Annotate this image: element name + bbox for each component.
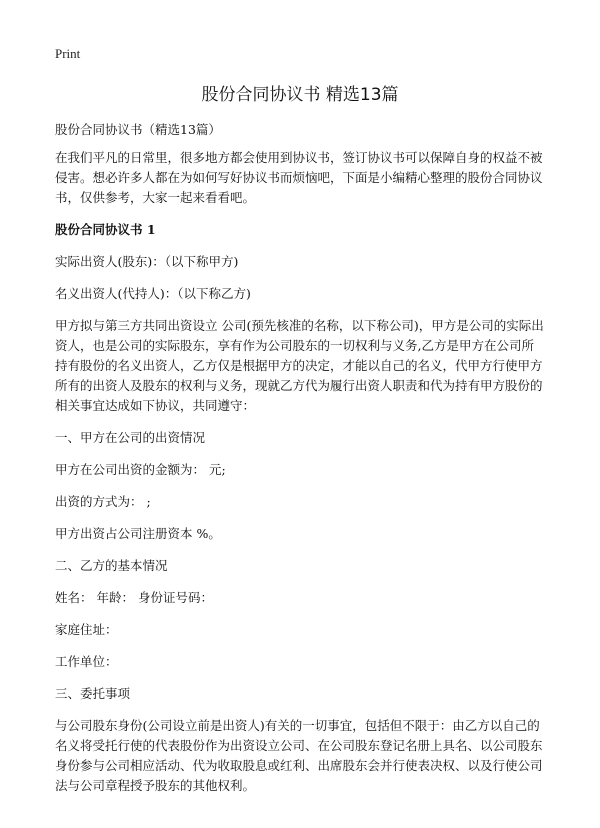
- paragraph: 实际出资人(股东)：（以下称甲方): [55, 254, 239, 269]
- print-link[interactable]: Print: [55, 46, 81, 61]
- paragraph: 甲方在公司出资的金额为： 元;: [55, 462, 226, 477]
- paragraph: 名义出资人(代持人)：（以下称乙方): [55, 286, 251, 301]
- paragraph: 三、委托事项: [55, 686, 131, 701]
- document-body: [55, 120, 545, 808]
- paragraph: 出资的方式为： ;: [55, 494, 151, 509]
- paragraph: 甲方出资占公司注册资本 %。: [55, 526, 221, 541]
- paragraph: 甲方拟与第三方共同出资设立 公司(预先核准的名称，以下称公司)，甲方是公司的实际出资人，也是公司的实际股东，享有作为公司股东的一切权利与义务,乙方是甲方在公司所持有股份的名义出资人，乙方仅是根据甲方的决定，才能以自己的名义，代甲方行使甲方所有的出资人及股东的权利与义务，现就乙方代为履行出资人职责和代为持有甲方股份的相关事宜达成如下协议，共同遵守：: [55, 318, 544, 413]
- document-subtitle: 股份合同协议书（精选13篇）: [55, 122, 221, 137]
- paragraph: 姓名： 年龄： 身份证号码：: [55, 590, 213, 605]
- section-heading: 股份合同协议书 1: [55, 222, 156, 237]
- paragraph: 工作单位：: [55, 654, 118, 669]
- document-title: 股份合同协议书 精选13篇: [201, 85, 399, 105]
- paragraph: 家庭住址：: [55, 622, 118, 637]
- paragraph: 二、乙方的基本情况: [55, 558, 168, 573]
- paragraph: 与公司股东身份(公司设立前是出资人)有关的一切事宜，包括但不限于：由乙方以自己的名义将受托行使的代表股份作为出资设立公司、在公司股东登记名册上具名、以公司股东身份参与公司相应活动、代为收取股息或红利、出席股东会并行使表决权、以及行使公司法与公司章程授予股东的其他权利。: [55, 718, 543, 793]
- intro-paragraph: 在我们平凡的日常里，很多地方都会使用到协议书，签订协议书可以保障自身的权益不被侵害。想必许多人都在为如何写好协议书而烦恼吧，下面是小编精心整理的股份合同协议书，仅供参考，大家一起来看看吧。: [55, 150, 543, 205]
- paragraph: 一、甲方在公司的出资情况: [55, 430, 206, 445]
